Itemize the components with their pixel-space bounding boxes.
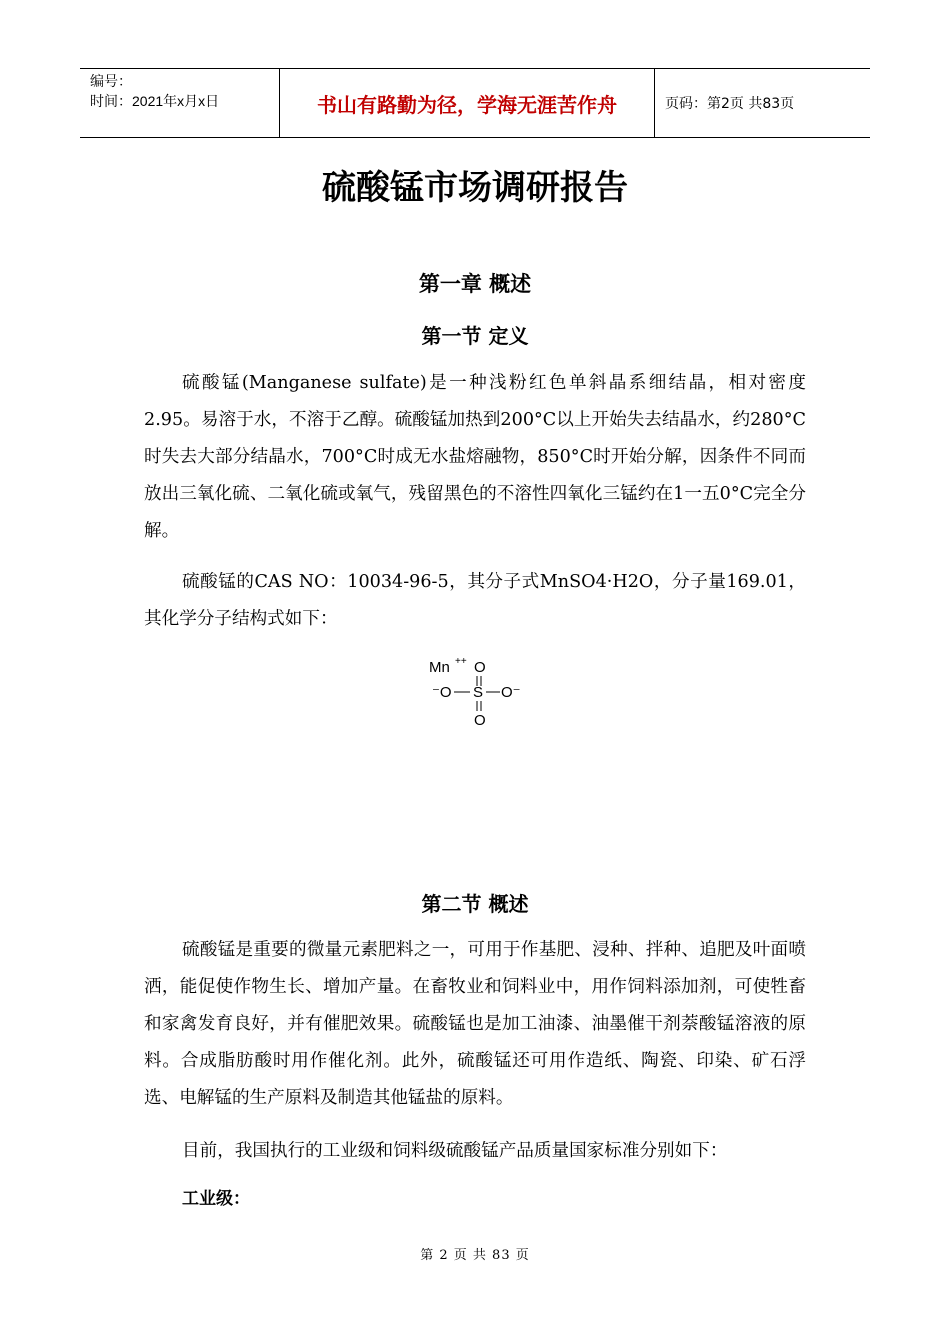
header-meta xyxy=(80,69,280,137)
cas-paragraph: 硫酸锰的CAS NO：10034-96-5，其分子式MnSO4·H2O，分子量169.01，其化学分子结构式如下： xyxy=(144,572,806,629)
formula-right-oxygen: O⁻ xyxy=(501,684,521,701)
section-heading-overview: 第二节 概述 xyxy=(421,892,529,916)
formula-left-oxygen: ⁻O xyxy=(432,684,452,701)
document-title: 硫酸锰市场调研报告 xyxy=(322,168,628,208)
standards-paragraph: 目前，我国执行的工业级和饲料级硫酸锰产品质量国家标准分别如下： xyxy=(182,1141,728,1161)
section-heading-definition: 第一节 定义 xyxy=(421,324,529,348)
page-footer: 第 2 页 共 83 页 xyxy=(420,1248,530,1263)
date-label: 时间：2021年x月x日 xyxy=(90,93,220,109)
formula-top-oxygen: O xyxy=(474,659,486,676)
structural-formula xyxy=(424,652,534,732)
formula-sulfur: S xyxy=(473,684,484,701)
number-label: 编号： xyxy=(90,73,132,89)
header-motto: 书山有路勤为径，学海无涯苦作舟 xyxy=(280,69,655,137)
industrial-grade-label: 工业级： xyxy=(182,1189,250,1209)
overview-paragraph: 硫酸锰是重要的微量元素肥料之一，可用于作基肥、浸种、拌种、追肥及叶面喷洒，能促使作物生长、增加产量。在畜牧业和饲料业中，用作饲料添加剂，可使牲畜和家禽发育良好，并有催肥效果。硫酸锰也是加工油漆、油墨催干剂萘酸锰溶液的原料。合成脂肪酸时用作催化剂。此外，硫酸锰还可用作造纸、陶瓷、印染、矿石浮选、电解锰的生产原料及制造其他锰盐的原料。 xyxy=(144,940,806,1108)
definition-paragraph: 硫酸锰(Manganese sulfate)是一种浅粉红色单斜晶系细结晶，相对密度2.95。易溶于水，不溶于乙醇。硫酸锰加热到200°C以上开始失去结晶水，约280°C时失去大部分结晶水，700°C时成无水盐熔融物，850°C时开始分解，因条件不同而放出三氧化硫、二氧化硫或氧气，残留黑色的不溶性四氧化三锰约在1一五0°C完全分解。 xyxy=(144,373,806,541)
header-page-info: 页码：第2页 共83页 xyxy=(665,96,795,112)
formula-charge: ++ xyxy=(455,656,467,667)
page-header xyxy=(80,68,870,138)
formula-bottom-oxygen: O xyxy=(474,712,486,729)
chapter-heading: 第一章 概述 xyxy=(418,272,532,296)
formula-cation: Mn xyxy=(429,659,450,676)
